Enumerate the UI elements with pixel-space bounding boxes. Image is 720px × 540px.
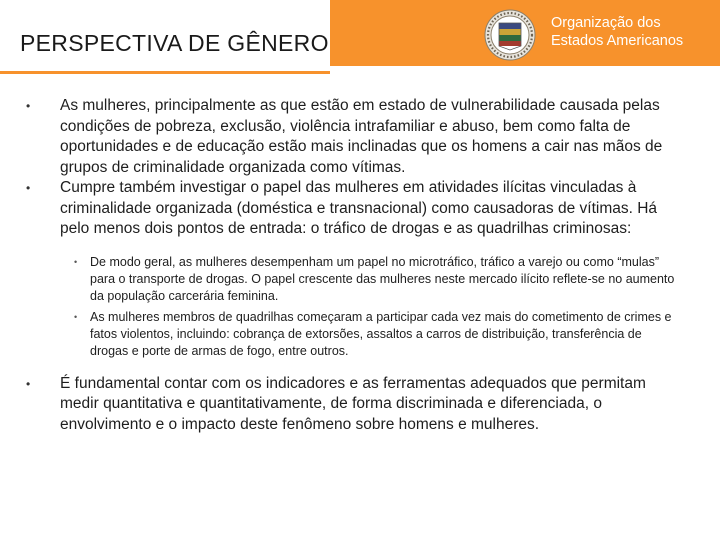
organization-name bbox=[551, 14, 683, 50]
organization-name-line1: Organização dos bbox=[551, 15, 661, 31]
slide-content bbox=[0, 96, 720, 435]
bullet-1: • As mulheres, principalmente as que estão em estado de vulnerabilidade causada pelas condições de pobreza, exclusão, violência intrafamiliar e abuso, bem como falta de oportunidades e de educação estão mais inclinadas que os homens a cair nas mãos de grupos de criminalidade organizada como vítimas. bbox=[60, 96, 680, 178]
organization-name-line2: Estados Americanos bbox=[551, 33, 684, 49]
bullet-3: • É fundamental contar com os indicadores e as ferramentas adequados que permitam medir quantitativa e quantitativamente, de forma discriminada e diferenciada, o envolvimento e o impacto deste fenômeno sobre homens e mulheres. bbox=[60, 374, 680, 436]
oas-seal-icon bbox=[484, 9, 536, 61]
sub-bullet-2: • As mulheres membros de quadrilhas começaram a participar cada vez mais do cometimento de crimes e fatos violentos, incluindo: cobrança de extorsões, assaltos a carros de distribuição, transferência de drogas e porte de armas de fogo, entre outros. bbox=[90, 309, 680, 360]
bullet-2: • Cumpre também investigar o papel das mulheres em atividades ilícitas vinculadas à criminalidade organizada (doméstica e transnacional) como causadoras de vítimas. Há pelo menos dois pontos de entrada: o tráfico de drogas e as quadrilhas criminosas: bbox=[60, 178, 680, 240]
slide-title: PERSPECTIVA DE GÊNERO bbox=[20, 30, 329, 56]
sub-bullet-1: • De modo geral, as mulheres desempenham um papel no microtráfico, tráfico a varejo ou como “mulas” para o transporte de drogas. O papel crescente das mulheres neste mercado ilícito reflete-se no aumento da população carcerária feminina. bbox=[90, 254, 680, 305]
title-box bbox=[0, 0, 330, 74]
